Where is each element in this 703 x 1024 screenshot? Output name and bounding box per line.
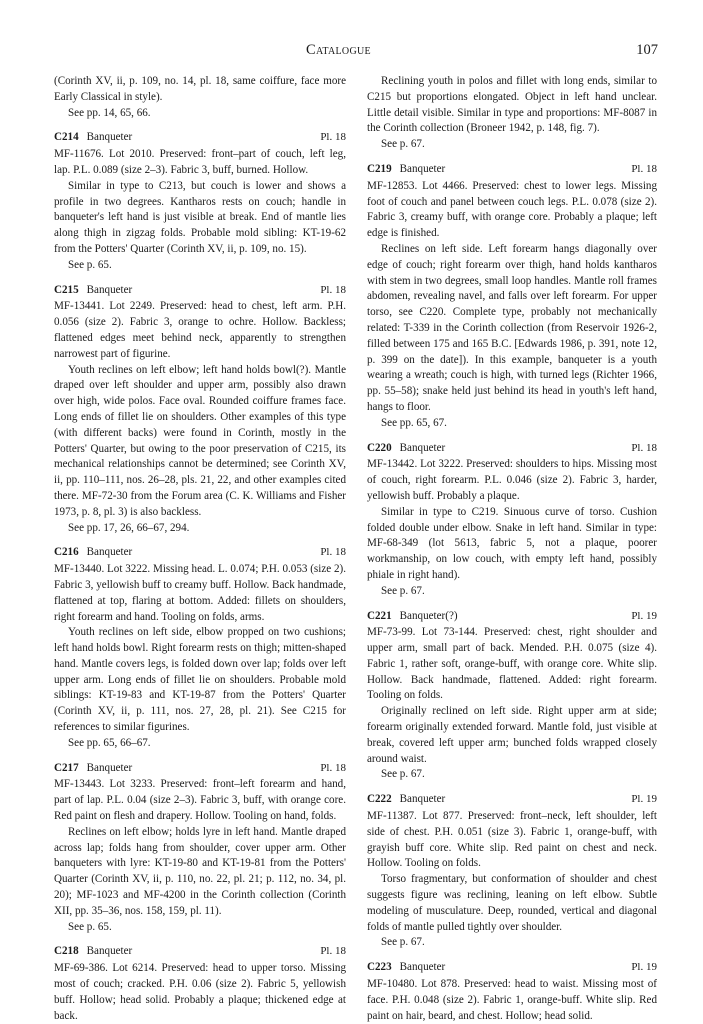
- entry-title: Banqueter(?): [399, 609, 458, 622]
- entry-heading: [54, 130, 346, 146]
- plate-ref: Pl. 18: [320, 761, 346, 774]
- entry-heading: [54, 545, 346, 561]
- entry-id: C222: [367, 793, 392, 806]
- entry-title: Banqueter: [86, 131, 133, 144]
- catalogue-entry: [367, 609, 657, 784]
- entry-heading: [367, 609, 657, 625]
- entry-discussion: Reclines on left elbow; holds lyre in left hand. Mantle draped across lap; folds hang from shoulder, cover upper arm. Other banqueters with lyre: KT-19-80 and KT-19-81 from the Potters' Quarter (Corinth XV, ii, p. 110, no. 22, pl. 21; p. 112, no. 34, pl. 20); MF-1023 and MF-4200 in the Corinth collection (Corinth XII, pp. 35–36, nos. 158, 159, pl. 11).: [54, 825, 346, 917]
- see-reference: See pp. 65, 67.: [381, 416, 447, 429]
- entry-title: Banqueter: [86, 546, 133, 559]
- entry-description: MF-13441. Lot 2249. Preserved: head to chest, left arm. P.H. 0.056 (size 2). Fabric 3, orange to ochre. Hollow. Backless; flattened edges meet behind neck, apparently to strengthen narrowest part of figurine.: [54, 300, 346, 360]
- entry-heading: [367, 441, 657, 457]
- see-reference: See pp. 14, 65, 66.: [68, 106, 151, 119]
- entry-heading: [54, 283, 346, 299]
- page-header: [0, 42, 703, 62]
- entry-title: Banqueter: [86, 945, 133, 958]
- entry-description: MF-11676. Lot 2010. Preserved: front–part of couch, left leg, lap. P.L. 0.089 (size 2–3). Fabric 3, buff, burned. Hollow.: [54, 148, 346, 176]
- entry-discussion: Originally reclined on left side. Right upper arm at side; forearm originally extended forward. Mantle fold, just visible at break, covered left upper arm; bunched folds wrapped closely around waist.: [367, 705, 657, 765]
- entry-heading: [367, 960, 657, 976]
- entry-id: C216: [54, 546, 79, 559]
- entry-description: MF-13442. Lot 3222. Preserved: shoulders to hips. Missing most of couch, right forearm. P.L. 0.046 (size 2). Fabric 3, harder, yellowish buff. Probably a plaque.: [367, 458, 657, 502]
- entry-id: C214: [54, 131, 79, 144]
- see-reference: See p. 65.: [68, 920, 112, 933]
- entry-title: Banqueter: [399, 441, 446, 454]
- plate-ref: Pl. 18: [320, 546, 346, 559]
- catalogue-entry: [367, 792, 657, 951]
- entry-id: C219: [367, 162, 392, 175]
- catalogue-entry: [54, 545, 346, 751]
- entry-id: C221: [367, 609, 392, 622]
- right-column: [367, 74, 657, 1024]
- entry-id: C223: [367, 961, 392, 974]
- entry-description: MF-13440. Lot 3222. Missing head. L. 0.074; P.H. 0.053 (size 2). Fabric 3, yellowish buff to creamy buff. Hollow. Back handmade, flattened at top, flaring at bottom. Added: fillets on shoulders, right forearm and hand. Tooling on folds, arms.: [54, 563, 346, 623]
- catalogue-entry: [54, 283, 346, 537]
- entry-description: MF-13443. Lot 3233. Preserved: front–left forearm and hand, part of lap. P.L. 0.04 (size 2–3). Fabric 3, buff, with orange core. Red paint on flesh and drapery. Hollow. Tooling on hand, folds.: [54, 778, 346, 823]
- plate-ref: Pl. 18: [320, 283, 346, 296]
- see-reference: See p. 67.: [381, 138, 425, 151]
- entry-discussion: Youth reclines on left elbow; left hand holds bowl(?). Mantle draped over left shoulder and upper arm, possibly also drawn over high, wide polos. Face oval. Rounded coiffure frames face. Long ends of fillet lie on shoulders. Other examples of this type (with different backs) were found in Corinth, mostly in the Potters' Quarter, but owing to the poor preservation of C215, its mechanical relationships cannot be determined; see Corinth XV, ii, pp. 110–111, nos. 26–28, pls. 21, 22, and other examples cited there. MF-72-30 from the Forum area (C. K. Williams and Fisher 1973, p. 8, pl. 3) is also backless.: [54, 363, 346, 518]
- entry-id: C220: [367, 441, 392, 454]
- plate-ref: Pl. 19: [631, 793, 657, 806]
- plate-ref: Pl. 19: [631, 961, 657, 974]
- entry-heading: [367, 792, 657, 808]
- see-reference: See pp. 65, 66–67.: [68, 736, 151, 749]
- catalogue-entry: [367, 441, 657, 600]
- running-head: Catalogue: [306, 42, 371, 58]
- plate-ref: Pl. 18: [631, 441, 657, 454]
- entry-description: MF-11387. Lot 877. Preserved: front–neck, left shoulder, left side of chest. P.H. 0.051 (size 3). Fabric 1, orange-buff, with grayish buff core. White slip. Red paint on chest and neck. Hollow. Tooling on folds.: [367, 810, 657, 870]
- entry-discussion: Similar in type to C213, but couch is lower and shows a profile in two degrees. Kantharos rests on couch; handle in banqueter's left hand is just visible at break. End of mantle lies along thigh in zigzag folds. Probable mold sibling: KT-19-62 from the Potters' Quarter (Corinth XV, ii, p. 109, no. 15).: [54, 179, 346, 255]
- entry-title: Banqueter: [399, 961, 446, 974]
- entry-heading: [54, 761, 346, 777]
- entry-title: Banqueter: [399, 162, 446, 175]
- catalogue-entry: [54, 130, 346, 273]
- entry-title: Banqueter: [86, 283, 133, 296]
- plate-ref: Pl. 19: [631, 609, 657, 622]
- plate-ref: Pl. 18: [631, 162, 657, 175]
- entry-title: Banqueter: [399, 793, 446, 806]
- entry-discussion: Torso fragmentary, but conformation of shoulder and chest suggests figure was reclining, leaning on left elbow. Subtle modeling of musculature. Deep, rounded, vertical and diagonal folds of mantle pulled tightly over shoulder.: [367, 873, 657, 933]
- continuation-text: (Corinth XV, ii, p. 109, no. 14, pl. 18, same coiffure, face more Early Classical in style).: [54, 75, 346, 103]
- plate-ref: Pl. 18: [320, 131, 346, 144]
- entry-description: MF-12853. Lot 4466. Preserved: chest to lower legs. Missing foot of couch and panel between couch legs. P.L. 0.078 (size 2). Fabric 3, creamy buff, with orange core. Probably a plaque; left edge is finished.: [367, 179, 657, 240]
- entry-heading: [54, 944, 346, 960]
- catalogue-entry: [367, 960, 657, 1024]
- see-reference: See p. 65.: [68, 258, 112, 271]
- entry-heading: [367, 162, 657, 178]
- see-reference: See p. 67.: [381, 768, 425, 781]
- plate-ref: Pl. 18: [320, 945, 346, 958]
- entry-description: MF-10480. Lot 878. Preserved: head to waist. Missing most of face. P.H. 0.048 (size 2). Fabric 1, orange-buff. White slip. Red paint on hair, beard, and chest. Hollow; head solid.: [367, 978, 657, 1022]
- entry-description: MF-73-99. Lot 73-144. Preserved: chest, right shoulder and upper arm, small part of back. Mended. P.H. 0.075 (size 4). Fabric 1, rather soft, orange-buff, with orange core. White slip. Hollow. Back handmade, flattened. Added: right forearm. Tooling on folds.: [367, 626, 657, 702]
- entry-id: C217: [54, 761, 79, 774]
- entry-discussion: Reclines on left side. Left forearm hangs diagonally over edge of couch; right forearm over thigh, hand holds kantharos with stem in two degrees, small loop handles. Mantle roll frames abdomen, revealing navel, and falls over left forearm. For upper torso, see C220. Complete type, probably not mechanically related: T-339 in the Corinth collection (from Reservoir 1926-2, filled between 175 and 165 B.C. [Edwards 1986, p. 391, note 12, p. 399 on the date]). In this example, banqueter is a youth wearing a wreath; couch is high, with turned legs (Richter 1966, pp. 55–58); snake held just behind its head in youth's left hand, hangs to floor.: [367, 242, 657, 413]
- catalogue-entry: [54, 944, 346, 1024]
- entry-title: Banqueter: [86, 761, 133, 774]
- continuation-text: Reclining youth in polos and fillet with long ends, similar to C215 but proportions elongated. Object in left hand unclear. Little detail visible. Similar in type and proportions: MF-8087 in the Corinth collection (Broneer 1942, p. 148, fig. 7).: [367, 75, 657, 135]
- catalogue-entry: [54, 761, 346, 936]
- entry-id: C215: [54, 283, 79, 296]
- see-reference: See p. 67.: [381, 936, 425, 949]
- entry-description: MF-69-386. Lot 6214. Preserved: head to upper torso. Missing most of couch; cracked. P.H. 0.06 (size 2). Fabric 5, yellowish buff. Hollow; head solid. Probably a plaque; thickened edge at back.: [54, 962, 346, 1022]
- entry-discussion: Similar in type to C219. Sinuous curve of torso. Cushion folded double under elbow. Snake in left hand. Similar in type: MF-68-349 (lot 5613, fabric 5, not a plaque, poorer workmanship, on low couch, with empty left hand, possibly phiale in right hand).: [367, 505, 657, 581]
- see-reference: See pp. 17, 26, 66–67, 294.: [68, 521, 190, 534]
- catalogue-entry: [367, 162, 657, 432]
- see-reference: See p. 67.: [381, 584, 425, 597]
- entry-id: C218: [54, 945, 79, 958]
- left-column: [54, 74, 346, 1024]
- page-number: 107: [636, 42, 658, 58]
- entry-discussion: Youth reclines on left side, elbow propped on two cushions; left hand holds bowl. Right forearm rests on thigh; mitten-shaped hand. Mantle covers legs, is folded down over lap; folds over left upper arm. Long ends of fillet lie on shoulders. Probable mold siblings: KT-19-83 and KT-19-87 from the Potters' Quarter (Corinth XV, ii, p. 111, nos. 27, 28, pl. 21). See C215 for references to similar figurines.: [54, 626, 346, 734]
